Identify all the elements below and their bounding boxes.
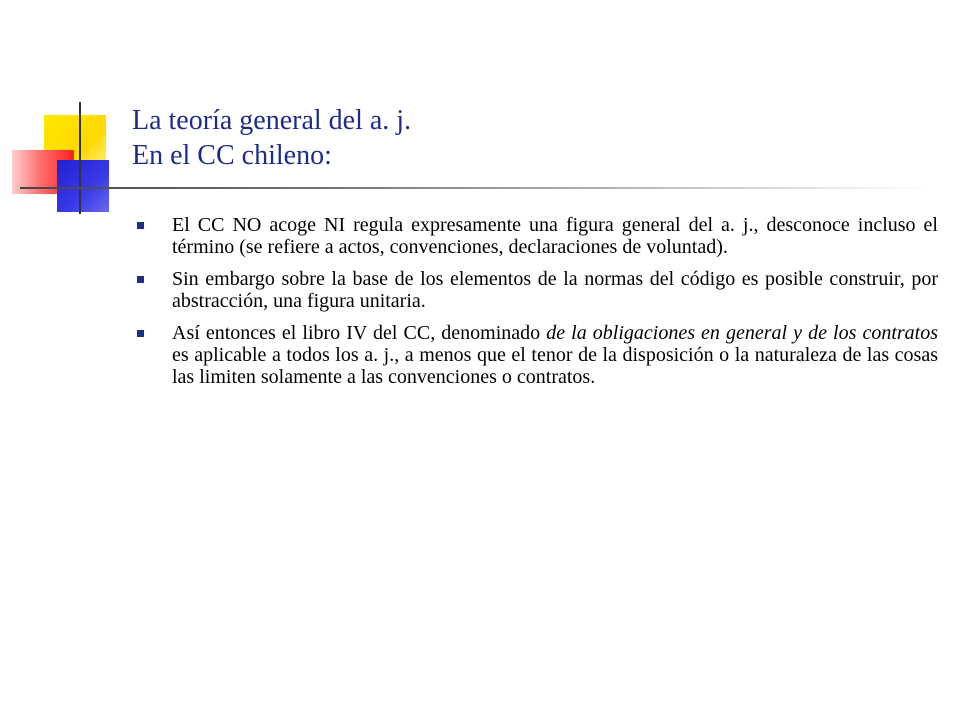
bullet-text-italic: de la obligaciones en general y de los contratos [546, 322, 939, 344]
square-bullet-icon [137, 222, 144, 229]
square-bullet-icon [137, 276, 144, 283]
bullet-text-before: Así entonces el libro IV del CC, denominado [172, 322, 547, 344]
slide-bullet-list [130, 214, 940, 398]
bullet-text: Sin embargo sobre la base de los elementos de la normas del código es posible construir, por abstracción, una figura unitaria. [172, 268, 938, 312]
bullet-text: El CC NO acoge NI regula expresamente una figura general del a. j., desconoce incluso el término (se refiere a actos, convenciones, declaraciones de voluntad). [172, 214, 938, 258]
slide-title-line-1: La teoría general del a. j. [132, 105, 412, 136]
blue-square-decoration [57, 160, 109, 212]
bullet-item [130, 214, 938, 258]
square-bullet-icon [137, 330, 144, 337]
slide-title-line-2: En el CC chileno: [132, 140, 332, 171]
title-underline-rule [20, 187, 930, 189]
vertical-rule-decoration [79, 102, 81, 214]
bullet-item [130, 268, 938, 312]
slide-title [132, 103, 411, 173]
bullet-item [130, 322, 938, 388]
bullet-text-after: es aplicable a todos los a. j., a menos que el tenor de la disposición o la naturaleza de las cosas las limiten solamente a las convenciones o contratos. [172, 344, 938, 388]
